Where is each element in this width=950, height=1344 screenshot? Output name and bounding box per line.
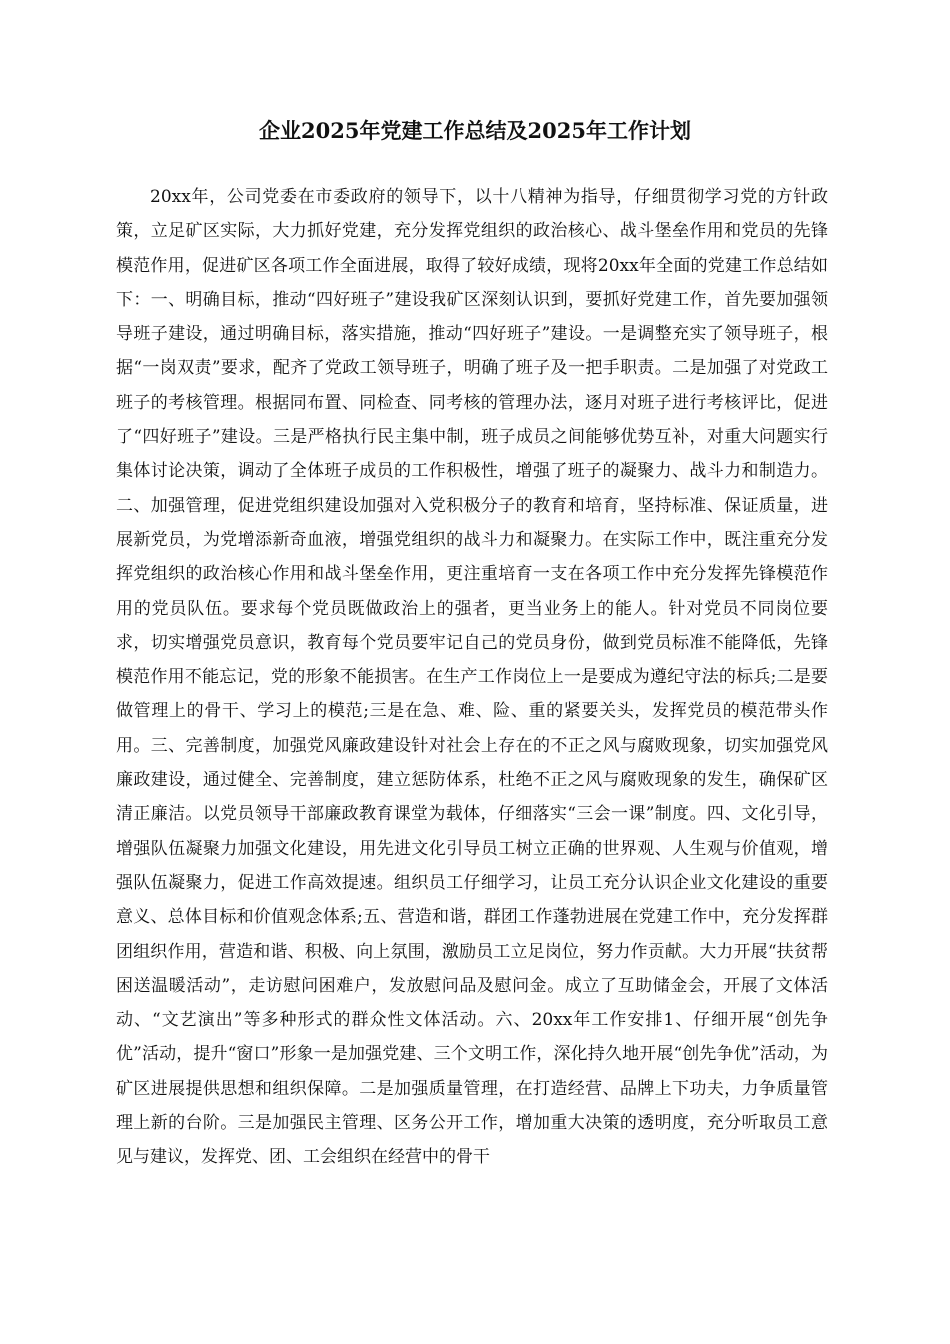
document-title: 企业2025年党建工作总结及2025年工作计划 [259, 118, 691, 143]
document-body-paragraph: 20xx年，公司党委在市委政府的领导下，以十八精神为指导，仔细贯彻学习党的方针政策，立足矿区实际，大力抓好党建，充分发挥党组织的政治核心、战斗堡垒作用和党员的先锋模范作用，促进矿区各项工作全面进展，取得了较好成绩，现将20xx年全面的党建工作总结如下：一、明确目标，推动“四好班子”建设我矿区深刻认识到，要抓好党建工作，首先要加强领导班子建设，通过明确目标，落实措施，推动“四好班子”建设。一是调整充实了领导班子，根据“一岗双责”要求，配齐了党政工领导班子，明确了班子及一把手职责。二是加强了对党政工班子的考核管理。根据同布置、同检查、同考核的管理办法，逐月对班子进行考核评比，促进了“四好班子”建设。三是严格执行民主集中制，班子成员之间能够优势互补，对重大问题实行集体讨论决策，调动了全体班子成员的工作积极性，增强了班子的凝聚力、战斗力和制造力。二、加强管理，促进党组织建设加强对入党积极分子的教育和培育，坚持标准、保证质量，进展新党员，为党增添新奇血液，增强党组织的战斗力和凝聚力。在实际工作中，既注重充分发挥党组织的政治核心作用和战斗堡垒作用，更注重培育一支在各项工作中充分发挥先锋模范作用的党员队伍。要求每个党员既做政治上的强者，更当业务上的能人。针对党员不同岗位要求，切实增强党员意识，教育每个党员要牢记自己的党员身份，做到党员标准不能降低，先锋模范作用不能忘记，党的形象不能损害。在生产工作岗位上一是要成为遵纪守法的标兵;二是要做管理上的骨干、学习上的模范;三是在急、难、险、重的紧要关头，发挥党员的模范带头作用。三、完善制度，加强党风廉政建设针对社会上存在的不正之风与腐败现象，切实加强党风廉政建设，通过健全、完善制度，建立惩防体系，杜绝不正之风与腐败现象的发生，确保矿区清正廉洁。以党员领导干部廉政教育课堂为载体，仔细落实“三会一课”制度。四、文化引导，增强队伍凝聚力加强文化建设，用先进文化引导员工树立正确的世界观、人生观与价值观，增强队伍凝聚力，促进工作高效提速。组织员工仔细学习，让员工充分认识企业文化建设的重要意义、总体目标和价值观念体系;五、营造和谐，群团工作蓬勃进展在党建工作中，充分发挥群团组织作用，营造和谐、积极、向上氛围，激励员工立足岗位，努力作贡献。大力开展“扶贫帮困送温暖活动”，走访慰问困难户，发放慰问品及慰问金。成立了互助储金会，开展了文体活动、“文艺演出”等多种形式的群众性文体活动。六、20xx年工作安排1、仔细开展“创先争优”活动，提升“窗口”形象一是加强党建、三个文明工作，深化持久地开展“创先争优”活动，为矿区进展提供思想和组织保障。二是加强质量管理，在打造经营、品牌上下功夫，力争质量管理上新的台阶。三是加强民主管理、区务公开工作，增加重大决策的透明度，充分听取员工意见与建议，发挥党、团、工会组织在经营中的骨干 [116, 187, 828, 1168]
